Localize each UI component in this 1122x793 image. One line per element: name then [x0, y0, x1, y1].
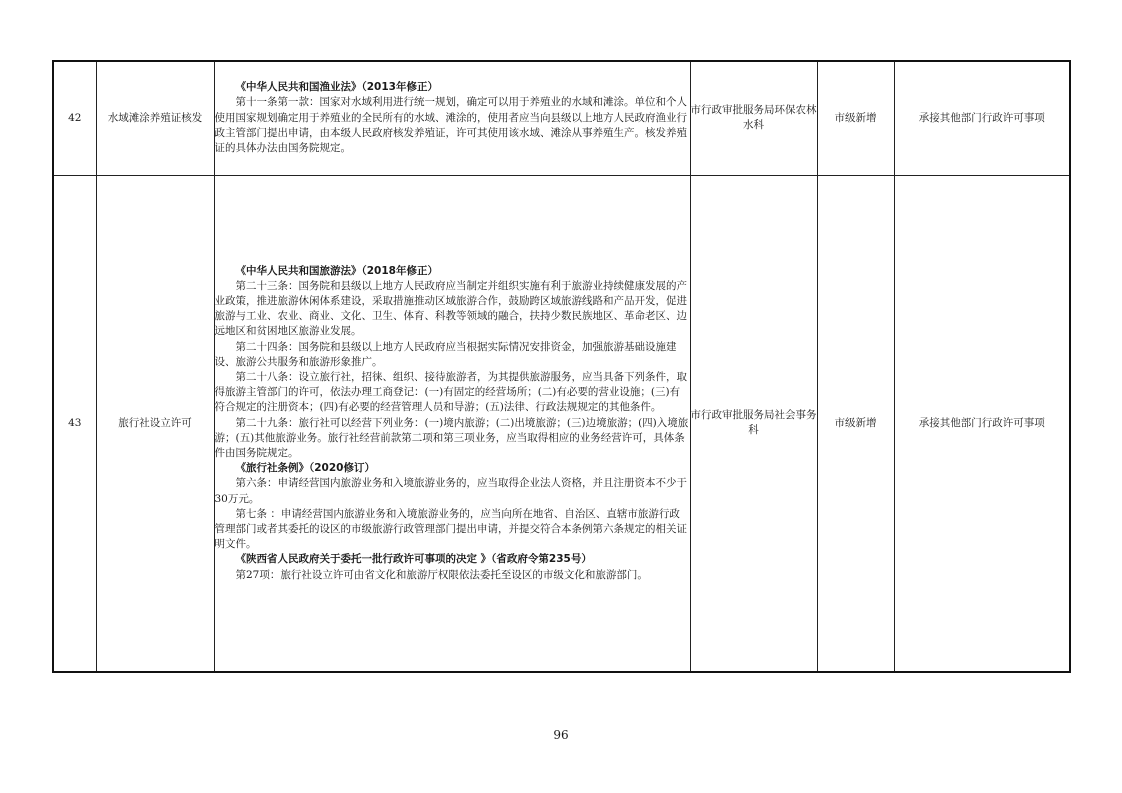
legal-basis-cell — [214, 61, 690, 175]
permit-table — [52, 60, 1071, 673]
level: 市级新增 — [817, 175, 894, 672]
law-paragraph: 第二十三条：国务院和县级以上地方人民政府应当制定并组织实施有利于旅游业持续健康发展的产业政策，推进旅游休闲体系建设，采取措施推动区域旅游合作，鼓励跨区域旅游线路和产品开发，促进旅游与工业、农业、商业、文化、卫生、体育、科教等领域的融合，扶持少数民族地区、革命老区、边远地区和贫困地区旅游业发展。 — [214, 279, 687, 338]
note: 承接其他部门行政许可事项 — [894, 175, 1070, 672]
law-paragraph: 第二十九条：旅行社可以经营下列业务：(一)境内旅游；(二)出境旅游；(三)边境旅游；(四)入境旅游；(五)其他旅游业务。旅行社经营前款第二项和第三项业务，应当取得相应的业务经营许可，具体条件由国务院规定。 — [214, 416, 689, 460]
legal-basis-cell — [214, 175, 690, 672]
law-title: 《陕西省人民政府关于委托一批行政许可事项的决定 》（省政府令第235号） — [235, 553, 592, 566]
law-paragraph: 第二十四条：国务院和县级以上地方人民政府应当根据实际情况安排资金，加强旅游基础设施建设、旅游公共服务和旅游形象推广。 — [214, 340, 677, 368]
level: 市级新增 — [817, 61, 894, 175]
row-number: 42 — [53, 61, 96, 175]
department: 市行政审批服务局环保农林水科 — [690, 61, 817, 175]
item-name: 水域滩涂养殖证核发 — [96, 61, 214, 175]
item-name: 旅行社设立许可 — [96, 175, 214, 672]
table-row — [53, 175, 1070, 672]
law-paragraph: 第六条：申请经营国内旅游业务和入境旅游业务的，应当取得企业法人资格，并且注册资本不少于30万元。 — [214, 477, 687, 505]
note: 承接其他部门行政许可事项 — [894, 61, 1070, 175]
table-row — [53, 61, 1070, 175]
law-paragraph: 第27项：旅行社设立许可由省文化和旅游厅权限依法委托至设区的市级文化和旅游部门。 — [235, 568, 648, 581]
law-title: 《旅行社条例》（2020修订） — [235, 462, 375, 475]
law-paragraph: 第十一条第一款：国家对水域利用进行统一规划，确定可以用于养殖业的水域和滩涂。单位和个人使用国家规划确定用于养殖业的全民所有的水域、滩涂的，使用者应当向县级以上地方人民政府渔业行政主管部门提出申请，由本级人民政府核发养殖证，许可其使用该水域、滩涂从事养殖生产。核发养殖证的具体办法由国务院规定。 — [214, 96, 687, 155]
page-number: 96 — [553, 728, 569, 742]
law-title: 《中华人民共和国渔业法》（2013年修正） — [235, 81, 438, 94]
law-paragraph: 第七条 ：申请经营国内旅游业务和入境旅游业务的，应当向所在地省、自治区、直辖市旅游行政管理部门或者其委托的设区的市级旅游行政管理部门提出申请，并提交符合本条例第六条规定的相关证明文件。 — [214, 507, 687, 551]
law-paragraph: 第二十八条：设立旅行社，招徕、组织、接待旅游者，为其提供旅游服务，应当具备下列条件，取得旅游主管部门的许可，依法办理工商登记：(一)有固定的经营场所；(二)有必要的营业设施；(三)有符合规定的注册资本；(四)有必要的经营管理人员和导游；(五)法律、行政法规规定的其他条件。 — [214, 371, 687, 414]
law-title: 《中华人民共和国旅游法》（2018年修正） — [235, 264, 438, 277]
department: 市行政审批服务局社会事务科 — [690, 175, 817, 672]
row-number: 43 — [53, 175, 96, 672]
